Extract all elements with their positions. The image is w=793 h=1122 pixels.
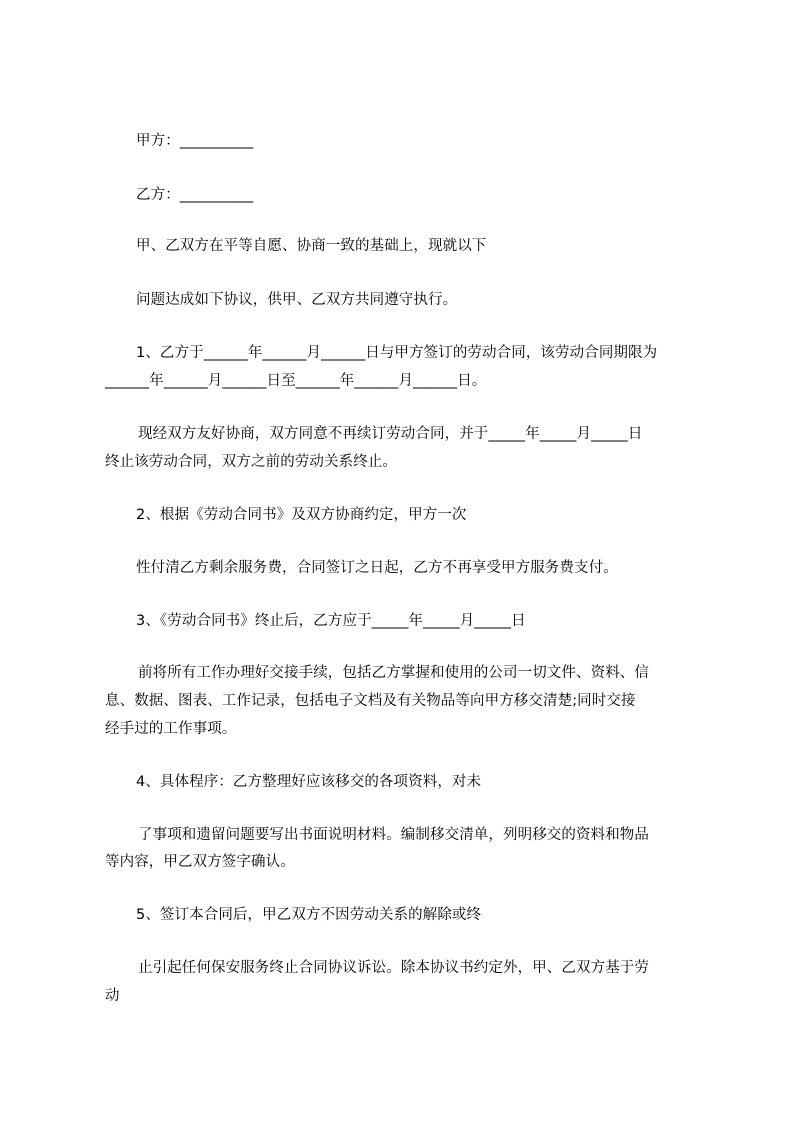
- clause-5-line-2: 止引起任何保安服务终止合同协议诉讼。除本协议书约定外，甲、乙双方基于劳: [138, 960, 649, 976]
- clause-2-line-2: 性付清乙方剩余服务费，合同签订之日起，乙方不再享受甲方服务费支付。: [136, 560, 618, 576]
- clause-1-line-4: 终止该劳动合同，双方之前的劳动关系终止。: [105, 454, 397, 470]
- clause-4-line-3: 等内容，甲乙双方签字确认。: [105, 854, 295, 870]
- clause-4-line-1: 4、具体程序：乙方整理好应该移交的各项资料，对未: [136, 774, 482, 790]
- clause-2-line-1: 2、根据《劳动合同书》及双方协商约定，甲方一次: [136, 507, 467, 523]
- intro-line-1: 甲、乙双方在平等自愿、协商一致的基础上，现就以下: [136, 238, 487, 254]
- party-a-line: 甲方：__________: [136, 133, 254, 149]
- intro-line-2: 问题达成如下协议，供甲、乙双方共同遵守执行。: [136, 292, 458, 308]
- clause-3-line-3: 息、数据、图表、工作记录，包括电子文档及有关物品等向甲方移交清楚;同时交接: [105, 693, 636, 709]
- clause-3-line-4: 经手过的工作事项。: [105, 721, 237, 737]
- clause-5-line-3: 动: [105, 988, 120, 1004]
- party-b-line: 乙方：__________: [136, 187, 254, 203]
- clause-3-line-2: 前将所有工作办理好交接手续，包括乙方掌握和使用的公司一切文件、资料、信: [138, 665, 649, 681]
- clause-1-line-3: 现经双方友好协商，双方同意不再续订劳动合同，并于_____年_____月_____日: [138, 426, 643, 442]
- clause-4-line-2: 了事项和遗留问题要写出书面说明材料。编制移交清单，列明移交的资料和物品: [138, 827, 649, 843]
- clause-1-line-1: 1、乙方于______年______月______日与甲方签订的劳动合同，该劳动合同期限为: [136, 345, 658, 361]
- clause-1-line-2: ______年______月______日至______年______月______日。: [105, 373, 487, 389]
- clause-3-line-1: 3、《劳动合同书》终止后，乙方应于_____年_____月_____日: [136, 613, 526, 629]
- clause-5-line-1: 5、签订本合同后，甲乙双方不因劳动关系的解除或终: [136, 907, 482, 923]
